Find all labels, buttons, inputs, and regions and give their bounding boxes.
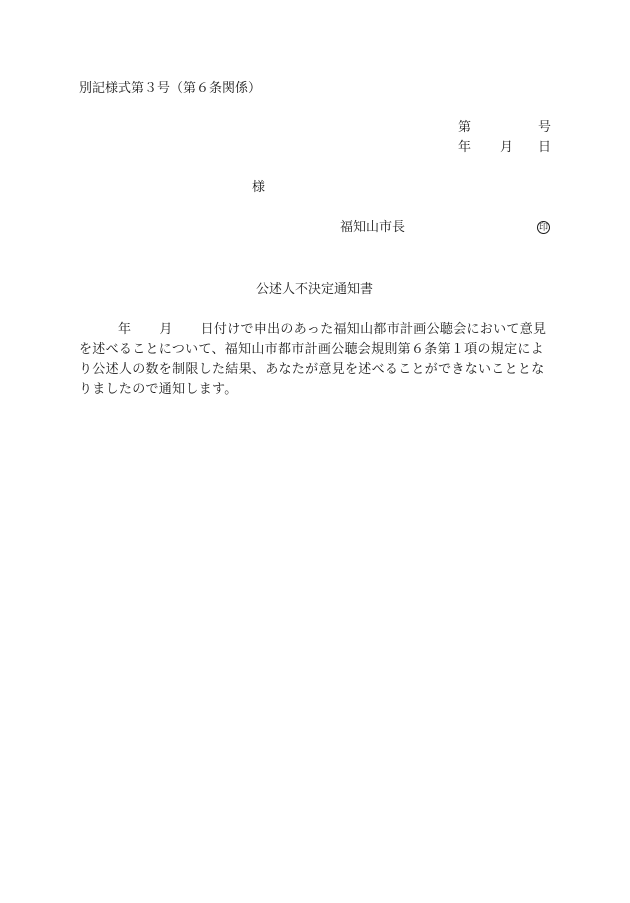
body-line-2: を述べることについて、福知山市都市計画公聴会規則第６条第１項の規定によ: [79, 342, 544, 357]
addressee-honorific: 様: [252, 180, 266, 195]
sender-name: 福知山市長: [340, 220, 406, 235]
date-day-label: 日: [538, 140, 552, 155]
seal-mark: 印: [538, 223, 548, 233]
body-line-4: りましたので通知します。: [79, 382, 238, 397]
body-year-label: 年: [118, 322, 132, 337]
date-year-label: 年: [458, 140, 472, 155]
doc-number-prefix: 第: [458, 120, 472, 135]
document-title: 公述人不決定通知書: [256, 282, 374, 297]
body-line-1: [79, 320, 552, 340]
form-label: 別記様式第３号（第６条関係）: [79, 81, 262, 96]
date-month-label: 月: [500, 140, 514, 155]
body-paragraph: [79, 320, 552, 400]
body-month-label: 月: [159, 322, 173, 337]
doc-number-suffix: 号: [538, 120, 552, 135]
body-line-1-text: 日付けで申出のあった福知山都市計画公聴会において意見: [200, 322, 547, 337]
body-line-3: り公述人の数を制限した結果、あなたが意見を述べることができないこととな: [79, 362, 545, 377]
